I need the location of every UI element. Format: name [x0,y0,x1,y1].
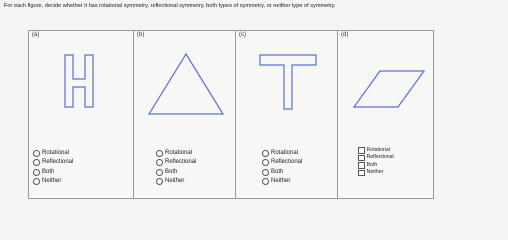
checkbox[interactable] [358,162,365,169]
option-rotational[interactable]: Rotational [262,149,302,158]
figure-cell-b [134,31,236,198]
figure-b-shape [146,51,226,117]
option-reflectional[interactable]: Reflectional [262,158,302,167]
option-both[interactable]: Both [156,168,196,177]
option-reflectional[interactable]: Reflectional [33,158,73,167]
checkbox[interactable] [358,147,365,154]
figure-cell-a [29,31,134,198]
radio-button[interactable] [156,169,163,176]
figure-grid [28,30,434,199]
radio-button[interactable] [33,178,40,185]
checkbox[interactable] [358,170,365,177]
figure-label: (d) [341,32,349,38]
figure-c-shape [258,53,318,111]
radio-button[interactable] [156,159,163,166]
radio-button[interactable] [262,178,269,185]
radio-button[interactable] [262,159,269,166]
radio-button[interactable] [262,150,269,157]
option-neither[interactable]: Neither [156,177,196,186]
figure-cell-c [236,31,338,198]
option-rotational[interactable]: Rotational [156,149,196,158]
radio-button[interactable] [156,150,163,157]
figure-label: (c) [239,32,246,38]
radio-button[interactable] [262,169,269,176]
figure-c-options [262,149,302,186]
option-reflectional[interactable]: Reflectional [358,154,394,161]
radio-button[interactable] [156,178,163,185]
figure-d-options [358,147,394,177]
figure-b-options [156,149,196,186]
figure-a-options [33,149,73,186]
checkbox[interactable] [358,155,365,162]
figure-label: (a) [32,32,40,38]
radio-button[interactable] [33,150,40,157]
option-both[interactable]: Both [262,168,302,177]
figure-a-shape [63,53,95,109]
instruction-text: For each figure, decide whether it has rotational symmetry, reflectional symmetry, both types of symmetry, or neither type of symmetry. [4,3,336,9]
radio-button[interactable] [33,169,40,176]
figure-d-shape [352,69,426,109]
option-rotational[interactable]: Rotational [358,147,394,154]
option-neither[interactable]: Neither [358,169,394,176]
option-rotational[interactable]: Rotational [33,149,73,158]
option-neither[interactable]: Neither [262,177,302,186]
option-both[interactable]: Both [33,168,73,177]
radio-button[interactable] [33,159,40,166]
option-neither[interactable]: Neither [33,177,73,186]
option-reflectional[interactable]: Reflectional [156,158,196,167]
figure-label: (b) [137,32,145,38]
option-both[interactable]: Both [358,162,394,169]
figure-cell-d [338,31,435,198]
